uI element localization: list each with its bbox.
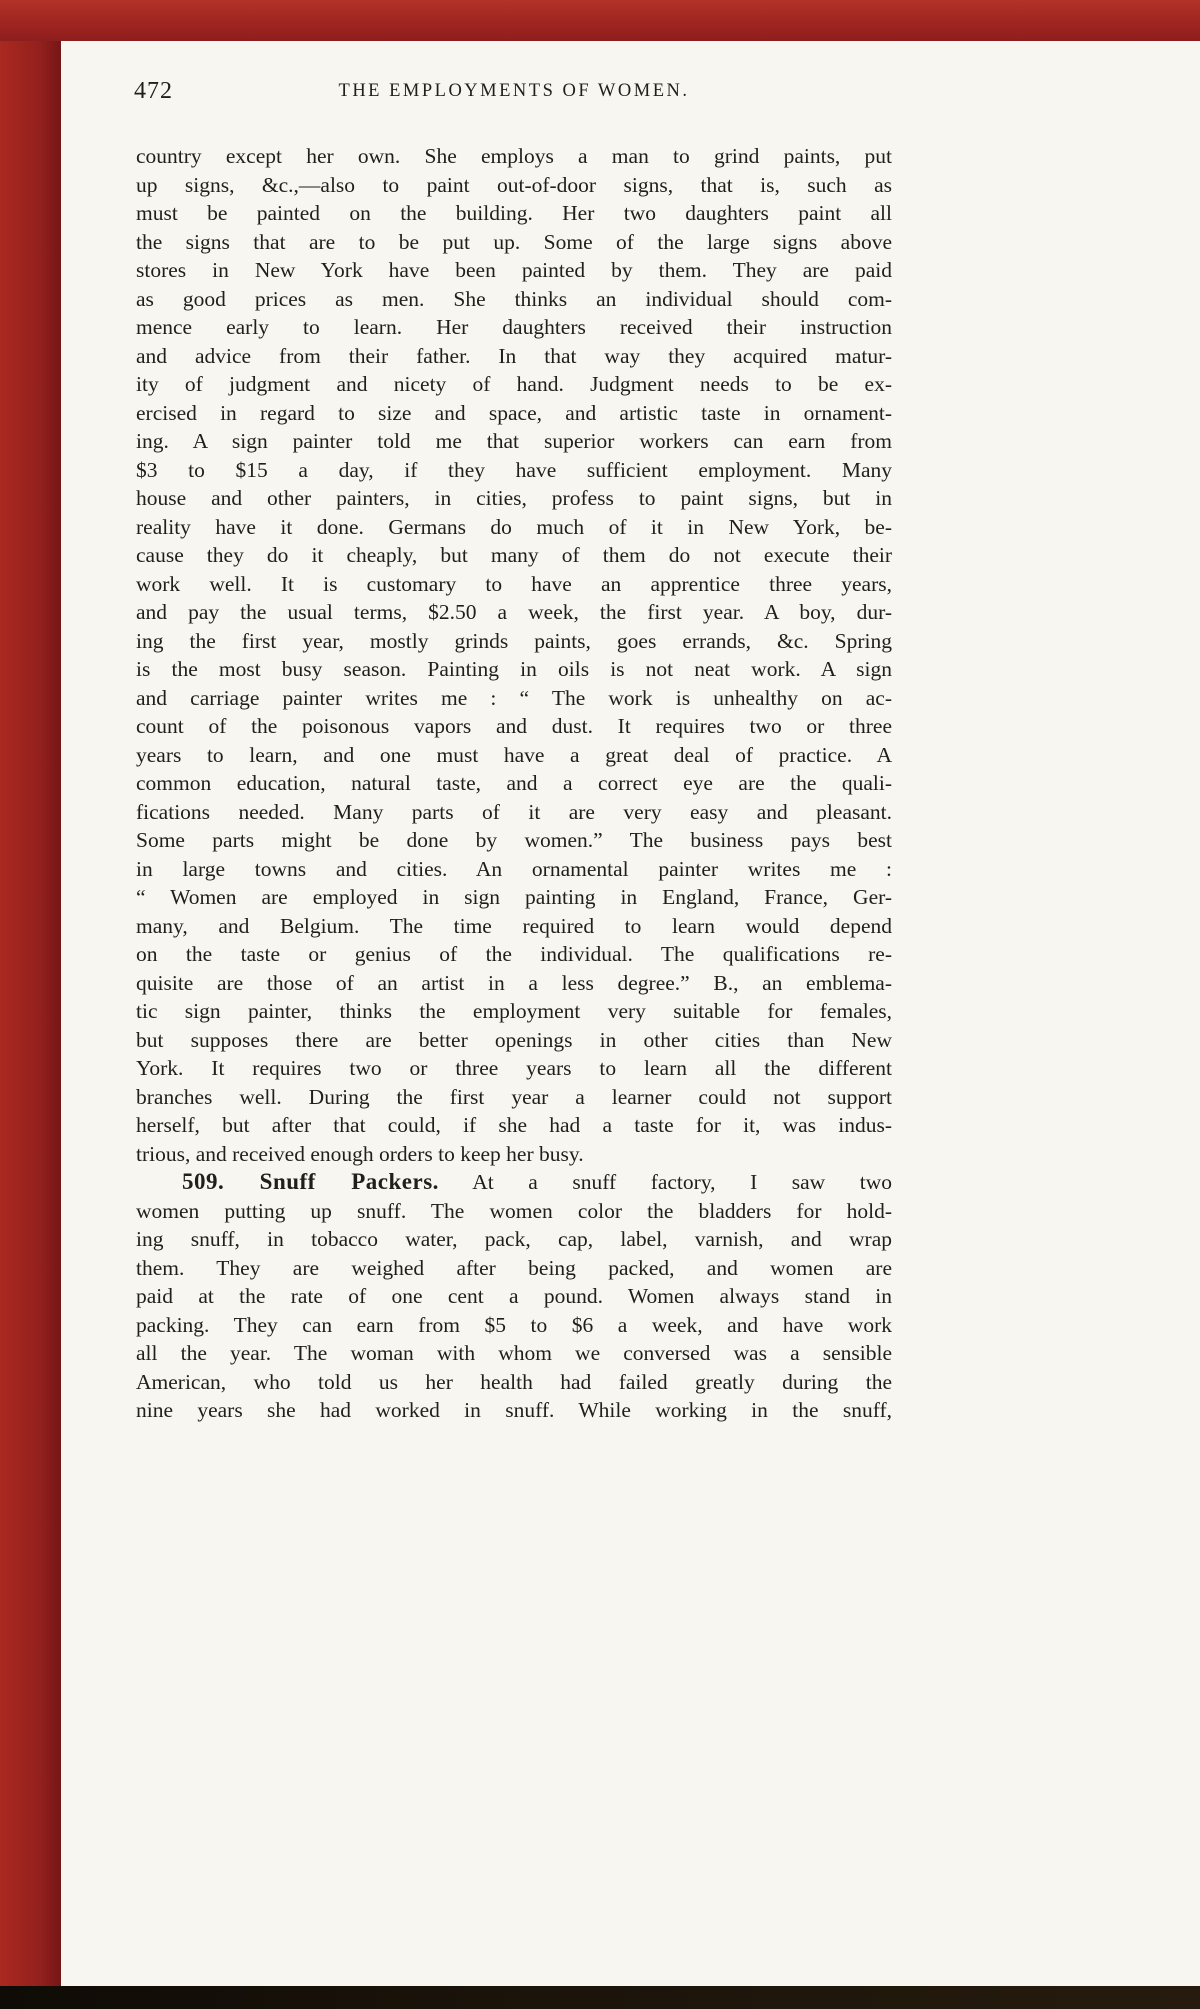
text-line: and pay the usual terms, $2.50 a week, the first year. A boy, dur- [136, 600, 892, 624]
text-line: country except her own. She employs a man to grind paints, put [136, 144, 892, 168]
text-line: fications needed. Many parts of it are very easy and pleasant. [136, 799, 892, 824]
text-line: them. They are weighed after being packed, and women are [136, 1255, 892, 1280]
paragraph-snuff-packers [136, 1168, 892, 1425]
paragraph-sign-painting [136, 142, 892, 1168]
text-line: as good prices as men. She thinks an individual should com- [136, 286, 892, 311]
text-line: trious, and received enough orders to keep her busy. [136, 1141, 584, 1166]
running-head [136, 78, 892, 108]
text-line: Some parts might be done by women.” The business pays best [136, 828, 892, 852]
text-line: packing. They can earn from $5 to $6 a week, and have work [136, 1312, 892, 1337]
section-start-line [136, 1168, 892, 1197]
text-line: ing snuff, in tobacco water, pack, cap, label, varnish, and wrap [136, 1227, 892, 1251]
text-line: on the taste or genius of the individual. The qualifications re- [136, 942, 892, 966]
text-line: tic sign painter, thinks the employment very suitable for females, [136, 999, 892, 1023]
text-line: ercised in regard to size and space, and artistic taste in ornament- [136, 400, 892, 425]
text-line: cause they do it cheaply, but many of them do not execute their [136, 543, 892, 567]
text-line: herself, but after that could, if she had a taste for it, was indus- [136, 1113, 892, 1137]
text-line: up signs, &c.,—also to paint out-of-door signs, that is, such as [136, 172, 892, 197]
section-heading: 509. Snuff Packers. [182, 1169, 439, 1194]
text-line: reality have it done. Germans do much of it in New York, be- [136, 514, 892, 539]
text-line: women putting up snuff. The women color the bladders for hold- [136, 1198, 892, 1223]
text-line: and carriage painter writes me : “ The work is unhealthy on ac- [136, 685, 892, 710]
text-line: paid at the rate of one cent a pound. Women always stand in [136, 1284, 892, 1308]
text-line: York. It requires two or three years to learn all the different [136, 1056, 892, 1080]
text-line: and advice from their father. In that way they acquired matur- [136, 343, 892, 368]
text-line: the signs that are to be put up. Some of the large signs above [136, 229, 892, 254]
text-line: but supposes there are better openings in other cities than New [136, 1027, 892, 1052]
text-line: is the most busy season. Painting in oils is not neat work. A sign [136, 657, 892, 681]
text-line: quisite are those of an artist in a less degree.” B., an emblema- [136, 970, 892, 995]
section-first-line-text: At a snuff factory, I saw two [472, 1170, 892, 1194]
text-line: common education, natural taste, and a correct eye are the quali- [136, 771, 892, 795]
running-header-title: THE EMPLOYMENTS OF WOMEN. [338, 81, 690, 101]
text-line: “ Women are employed in sign painting in England, France, Ger- [136, 885, 892, 909]
text-line: all the year. The woman with whom we conversed was a sensible [136, 1341, 892, 1365]
scan-edge-left [0, 0, 61, 2009]
text-line: ity of judgment and nicety of hand. Judgment needs to be ex- [136, 372, 892, 396]
text-line: ing. A sign painter told me that superior workers can earn from [136, 429, 892, 453]
body-text [136, 142, 892, 1425]
page-content [136, 78, 892, 1425]
text-line: years to learn, and one must have a great deal of practice. A [136, 742, 892, 767]
text-line: $3 to $15 a day, if they have sufficient employment. Many [136, 457, 892, 482]
text-line: in large towns and cities. An ornamental painter writes me : [136, 856, 892, 881]
text-line: count of the poisonous vapors and dust. It requires two or three [136, 714, 892, 738]
text-line: many, and Belgium. The time required to learn would depend [136, 913, 892, 938]
scan-edge-top [0, 0, 1200, 41]
text-line: must be painted on the building. Her two daughters paint all [136, 201, 892, 225]
text-line: American, who told us her health had failed greatly during the [136, 1369, 892, 1394]
text-line: house and other painters, in cities, profess to paint signs, but in [136, 486, 892, 510]
text-line: nine years she had worked in snuff. While working in the snuff, [136, 1398, 892, 1422]
text-line: ing the first year, mostly grinds paints, goes errands, &c. Spring [136, 628, 892, 653]
text-line: stores in New York have been painted by them. They are paid [136, 258, 892, 282]
text-line: branches well. During the first year a learner could not support [136, 1084, 892, 1109]
paragraph-snuff-lines [136, 1197, 892, 1425]
page-number: 472 [134, 78, 173, 104]
scan-edge-bottom [0, 1986, 1200, 2009]
text-line: work well. It is customary to have an apprentice three years, [136, 571, 892, 596]
text-line: mence early to learn. Her daughters received their instruction [136, 315, 892, 339]
